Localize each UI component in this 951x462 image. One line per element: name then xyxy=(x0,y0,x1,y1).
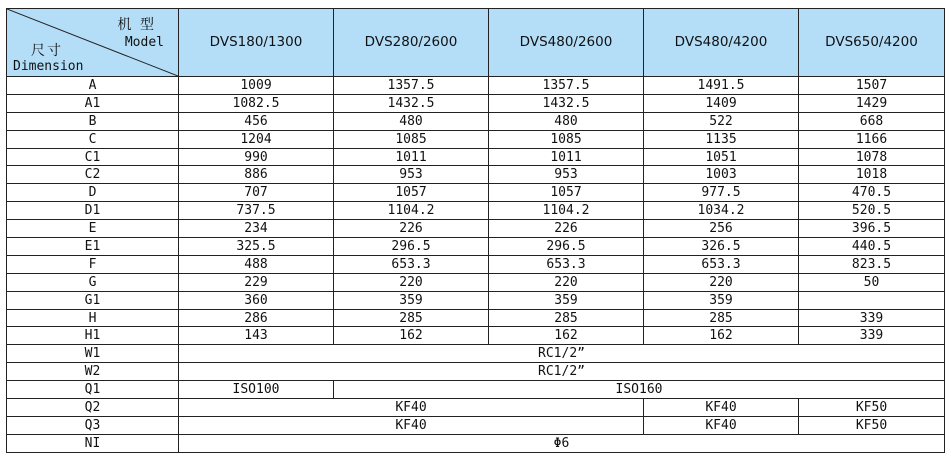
corner-header-cell xyxy=(7,9,179,77)
model-header-dvs480-2600: DVS480/2600 xyxy=(489,9,644,77)
dimension-cell: W2 xyxy=(7,363,179,381)
table-row xyxy=(7,434,945,452)
table-row xyxy=(7,345,945,363)
dimension-cell: B xyxy=(7,112,179,130)
value-cell: Φ6 xyxy=(179,434,945,452)
value-cell: 396.5 xyxy=(799,220,945,238)
value-cell: 220 xyxy=(644,273,799,291)
value-cell: 1507 xyxy=(799,77,945,95)
value-cell: 1011 xyxy=(334,148,489,166)
value-cell: 668 xyxy=(799,112,945,130)
dimension-cell: Q3 xyxy=(7,416,179,434)
table-row xyxy=(7,363,945,381)
dimension-cell: C2 xyxy=(7,166,179,184)
table-row xyxy=(7,255,945,273)
value-cell: 296.5 xyxy=(334,238,489,256)
table-row xyxy=(7,220,945,238)
value-cell: 1011 xyxy=(489,148,644,166)
value-cell: 1082.5 xyxy=(179,94,334,112)
dimension-cell: C1 xyxy=(7,148,179,166)
table-row xyxy=(7,94,945,112)
value-cell: 977.5 xyxy=(644,184,799,202)
table-row xyxy=(7,238,945,256)
value-cell: 440.5 xyxy=(799,238,945,256)
value-cell: 737.5 xyxy=(179,202,334,220)
value-cell: KF40 xyxy=(179,399,644,417)
dimension-cell: A1 xyxy=(7,94,179,112)
dimension-cell: D xyxy=(7,184,179,202)
value-cell: 1034.2 xyxy=(644,202,799,220)
value-cell: 1135 xyxy=(644,130,799,148)
value-cell: 520.5 xyxy=(799,202,945,220)
value-cell: 707 xyxy=(179,184,334,202)
value-cell: 886 xyxy=(179,166,334,184)
table-row xyxy=(7,416,945,434)
value-cell: RC1/2” xyxy=(179,363,945,381)
value-cell: 220 xyxy=(334,273,489,291)
value-cell: 953 xyxy=(489,166,644,184)
table-row xyxy=(7,273,945,291)
value-cell: 488 xyxy=(179,255,334,273)
value-cell: 480 xyxy=(334,112,489,130)
value-cell: 1057 xyxy=(489,184,644,202)
value-cell: 226 xyxy=(334,220,489,238)
value-cell: 360 xyxy=(179,291,334,309)
table-body xyxy=(7,77,945,453)
value-cell: 456 xyxy=(179,112,334,130)
value-cell: 653.3 xyxy=(489,255,644,273)
value-cell: KF50 xyxy=(799,416,945,434)
table-row xyxy=(7,112,945,130)
table-row xyxy=(7,309,945,327)
value-cell: 653.3 xyxy=(334,255,489,273)
value-cell: 296.5 xyxy=(489,238,644,256)
value-cell: 285 xyxy=(644,309,799,327)
value-cell: 162 xyxy=(644,327,799,345)
value-cell: 1432.5 xyxy=(334,94,489,112)
value-cell: 226 xyxy=(489,220,644,238)
model-label-en: Model xyxy=(124,35,164,50)
value-cell: ISO160 xyxy=(334,381,945,399)
value-cell: 1429 xyxy=(799,94,945,112)
dimension-cell: H1 xyxy=(7,327,179,345)
dimension-cell: W1 xyxy=(7,345,179,363)
dimension-cell: F xyxy=(7,255,179,273)
value-cell: 234 xyxy=(179,220,334,238)
value-cell: 339 xyxy=(799,309,945,327)
dimension-cell: D1 xyxy=(7,202,179,220)
value-cell: 256 xyxy=(644,220,799,238)
value-cell: 1057 xyxy=(334,184,489,202)
table-row xyxy=(7,148,945,166)
value-cell: 326.5 xyxy=(644,238,799,256)
header-row xyxy=(7,9,945,77)
value-cell: 1085 xyxy=(334,130,489,148)
model-header-dvs480-4200: DVS480/4200 xyxy=(644,9,799,77)
value-cell: KF40 xyxy=(644,399,799,417)
value-cell: 220 xyxy=(489,273,644,291)
value-cell xyxy=(799,291,945,309)
value-cell: 1003 xyxy=(644,166,799,184)
value-cell: 480 xyxy=(489,112,644,130)
value-cell: 1104.2 xyxy=(489,202,644,220)
model-header-dvs280-2600: DVS280/2600 xyxy=(334,9,489,77)
value-cell: 359 xyxy=(334,291,489,309)
dimension-label-en: Dimension xyxy=(13,59,84,74)
table-row xyxy=(7,399,945,417)
value-cell: 50 xyxy=(799,273,945,291)
value-cell: RC1/2” xyxy=(179,345,945,363)
value-cell: 162 xyxy=(334,327,489,345)
value-cell: 522 xyxy=(644,112,799,130)
table-row xyxy=(7,327,945,345)
value-cell: 953 xyxy=(334,166,489,184)
value-cell: 1432.5 xyxy=(489,94,644,112)
value-cell: 285 xyxy=(489,309,644,327)
dimension-cell: A xyxy=(7,77,179,95)
value-cell: 162 xyxy=(489,327,644,345)
value-cell: ISO100 xyxy=(179,381,334,399)
table-row xyxy=(7,77,945,95)
model-header-dvs650-4200: DVS650/4200 xyxy=(799,9,945,77)
value-cell: 990 xyxy=(179,148,334,166)
dimension-cell: Q2 xyxy=(7,399,179,417)
dimension-cell: E xyxy=(7,220,179,238)
value-cell: KF40 xyxy=(644,416,799,434)
table-row xyxy=(7,291,945,309)
model-label-cn: 机 型 xyxy=(117,17,156,33)
table-row xyxy=(7,202,945,220)
value-cell: 470.5 xyxy=(799,184,945,202)
value-cell: 1085 xyxy=(489,130,644,148)
value-cell: 143 xyxy=(179,327,334,345)
model-header-dvs180-1300: DVS180/1300 xyxy=(179,9,334,77)
value-cell: 653.3 xyxy=(644,255,799,273)
dimension-label-cn: 尺寸 xyxy=(31,43,63,59)
dimension-cell: C xyxy=(7,130,179,148)
value-cell: 1051 xyxy=(644,148,799,166)
value-cell: 359 xyxy=(644,291,799,309)
table-row xyxy=(7,130,945,148)
dimension-cell: E1 xyxy=(7,238,179,256)
value-cell: 1409 xyxy=(644,94,799,112)
value-cell: 1357.5 xyxy=(334,77,489,95)
value-cell: 339 xyxy=(799,327,945,345)
dimension-cell: NI xyxy=(7,434,179,452)
value-cell: 1491.5 xyxy=(644,77,799,95)
dimension-spec-table xyxy=(6,8,945,453)
dimension-cell: H xyxy=(7,309,179,327)
dimension-cell: G xyxy=(7,273,179,291)
value-cell: 325.5 xyxy=(179,238,334,256)
value-cell: 1078 xyxy=(799,148,945,166)
dimension-cell: Q1 xyxy=(7,381,179,399)
value-cell: 1357.5 xyxy=(489,77,644,95)
value-cell: 823.5 xyxy=(799,255,945,273)
value-cell: 1166 xyxy=(799,130,945,148)
value-cell: 1018 xyxy=(799,166,945,184)
value-cell: 1204 xyxy=(179,130,334,148)
value-cell: 285 xyxy=(334,309,489,327)
value-cell: KF50 xyxy=(799,399,945,417)
value-cell: 229 xyxy=(179,273,334,291)
table-row xyxy=(7,381,945,399)
value-cell: 1009 xyxy=(179,77,334,95)
table-row xyxy=(7,184,945,202)
value-cell: KF40 xyxy=(179,416,644,434)
dimension-cell: G1 xyxy=(7,291,179,309)
value-cell: 286 xyxy=(179,309,334,327)
value-cell: 359 xyxy=(489,291,644,309)
table-row xyxy=(7,166,945,184)
value-cell: 1104.2 xyxy=(334,202,489,220)
